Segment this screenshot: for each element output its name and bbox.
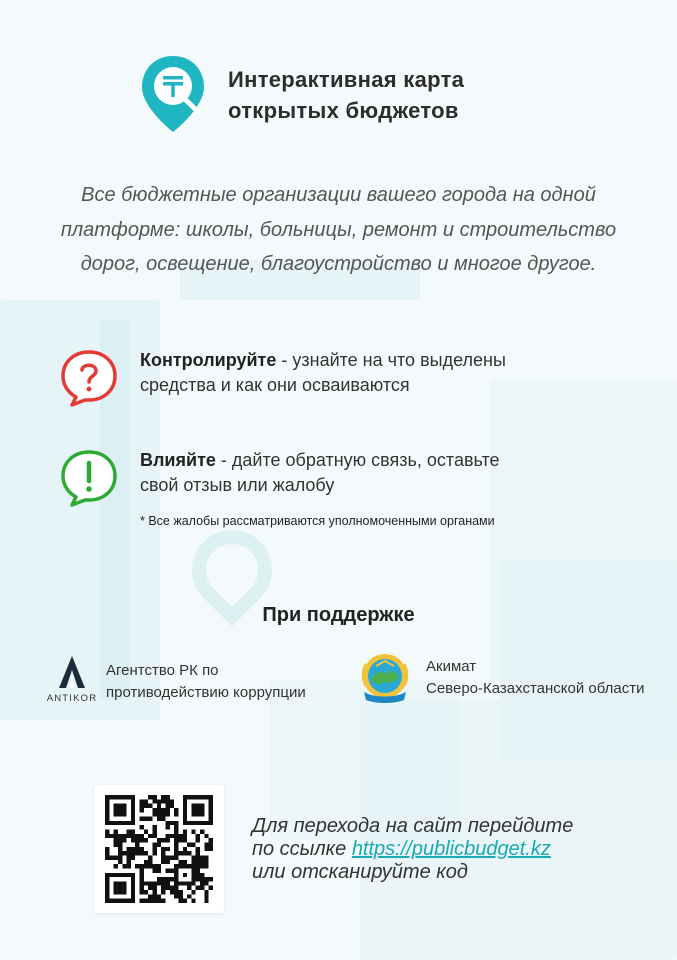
cta-line-2	[252, 838, 573, 861]
page-title	[228, 64, 464, 126]
cta-line-1: Для перехода на сайт перейдите	[252, 815, 574, 837]
support-title: При поддержке	[262, 604, 415, 626]
org-akimat-name	[426, 656, 645, 700]
org-akimat-line-2: Северо-Казахстанской области	[426, 680, 645, 697]
org-antikor-line-2: противодействию коррупции	[106, 684, 306, 701]
footnote: * Все жалобы рассматриваются уполномоченными органами	[140, 514, 495, 528]
feature-influence-desc-2: свой отзыв или жалобу	[140, 475, 335, 495]
feature-influence-bold: Влияйте	[140, 450, 216, 470]
intro-text: Все бюджетные организации вашего города на одной платформе: школы, больницы, ремонт и строительство дорог, освещение, благоустройство и многое другое.	[60, 184, 617, 275]
feature-influence	[58, 448, 500, 508]
qr-code-icon[interactable]	[105, 795, 213, 903]
org-akimat	[358, 652, 645, 704]
akimat-emblem	[358, 652, 412, 704]
org-antikor-name	[106, 660, 306, 704]
antikor-wordmark: ANTIKOR	[46, 693, 98, 704]
feature-control-bold: Контролируйте	[140, 350, 277, 370]
feature-control-desc-2: средства и как они осваиваются	[140, 375, 410, 395]
question-bubble-icon	[58, 348, 120, 408]
feature-influence-text	[140, 448, 500, 498]
cta-text	[252, 815, 573, 884]
qr-code-card[interactable]	[94, 785, 224, 913]
org-akimat-line-1: Акимат	[426, 658, 477, 675]
feature-control-text	[140, 348, 506, 398]
feature-influence-desc: - дайте обратную связь, оставьте	[215, 450, 500, 470]
feature-control-desc: - узнайте на что выделены	[276, 350, 506, 370]
site-link[interactable]: https://publicbudget.kz	[351, 838, 551, 860]
org-antikor-line-1: Агентство РК по	[106, 662, 219, 679]
exclamation-bubble-icon	[58, 448, 120, 508]
antikor-logo	[48, 655, 96, 709]
header	[138, 52, 464, 137]
map-pin-tenge-icon	[138, 52, 208, 137]
cta-line-3: или отсканируйте код	[252, 861, 468, 883]
title-line-1: Интерактивная карта	[228, 66, 465, 92]
cta-link-prefix: по ссылке	[252, 838, 352, 860]
title-line-2: открытых бюджетов	[228, 97, 459, 123]
org-antikor	[48, 655, 306, 709]
feature-control	[58, 348, 506, 408]
